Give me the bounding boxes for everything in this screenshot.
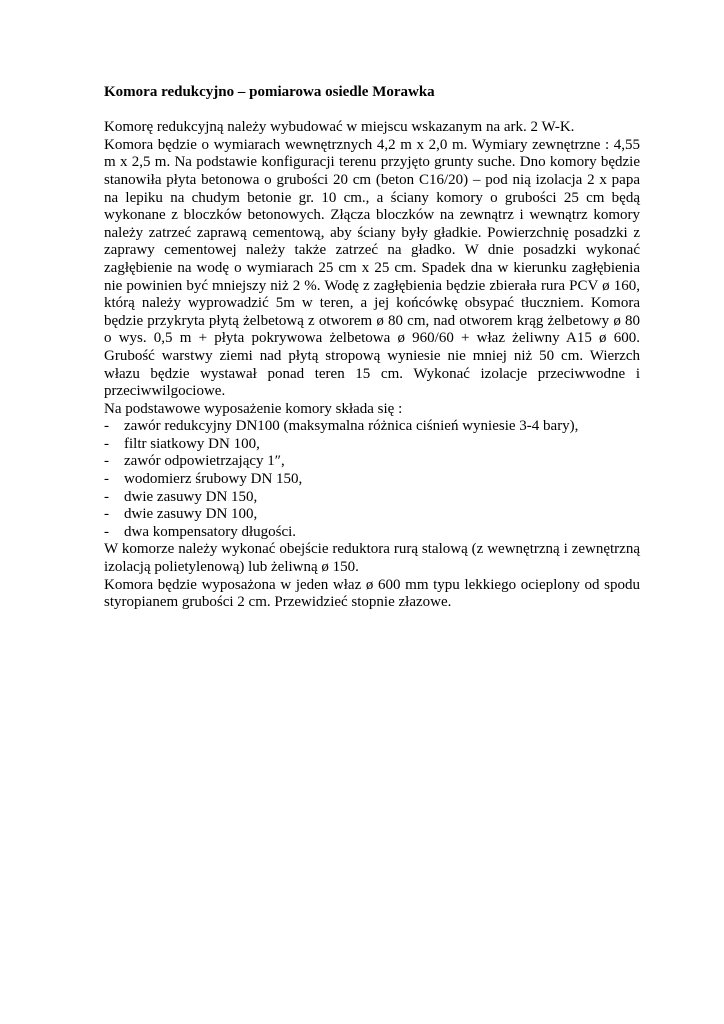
- hatch-paragraph: Komora będzie wyposażona w jeden właz ø 600 mm typu lekkiego ocieplony od spodu styropianem grubości 2 cm. Przewidzieć stopnie złazowe.: [104, 576, 640, 611]
- list-item: [104, 506, 640, 524]
- list-item-text: dwie zasuwy DN 100,: [124, 506, 258, 523]
- bypass-paragraph: W komorze należy wykonać obejście reduktora rurą stalową (z wewnętrzną i zewnętrzną izolacją polietylenową) lub żeliwną ø 150.: [104, 541, 640, 576]
- list-item-text: zawór redukcyjny DN100 (maksymalna różnica ciśnień wyniesie 3-4 bary),: [124, 418, 579, 435]
- list-item: [104, 489, 640, 507]
- list-dash: -: [104, 471, 109, 488]
- list-item: [104, 418, 640, 436]
- list-item: [104, 524, 640, 542]
- list-dash: -: [104, 453, 109, 470]
- list-item-text: filtr siatkowy DN 100,: [124, 435, 260, 452]
- list-item: [104, 471, 640, 489]
- equipment-list: [104, 418, 640, 541]
- list-dash: -: [104, 488, 109, 505]
- list-item-text: zawór odpowietrzający 1″,: [124, 453, 285, 470]
- document-page: [104, 84, 640, 612]
- list-dash: -: [104, 506, 109, 523]
- intro-paragraph: Komorę redukcyjną należy wybudować w miejscu wskazanym na ark. 2 W-K.: [104, 119, 575, 136]
- list-item-text: dwie zasuwy DN 150,: [124, 488, 258, 505]
- list-item-text: dwa kompensatory długości.: [124, 523, 297, 540]
- list-item: [104, 436, 640, 454]
- document-title: Komora redukcyjno – pomiarowa osiedle Morawka: [104, 84, 435, 100]
- list-item-text: wodomierz śrubowy DN 150,: [124, 471, 303, 488]
- list-dash: -: [104, 418, 109, 435]
- list-dash: -: [104, 435, 109, 452]
- list-item: [104, 453, 640, 471]
- description-paragraph: Komora będzie o wymiarach wewnętrznych 4,2 m x 2,0 m. Wymiary zewnętrzne : 4,55 m x 2,5 m. Na podstawie konfiguracji terenu przyjęto grunty suche. Dno komory będzie stanowiła płyta betonowa o grubości 20 cm (beton C16/20) – pod nią izolacja 2 x papa na lepiku na chudym betonie gr. 10 cm., a ściany komory o grubości 25 cm będą wykonane z bloczków betonowych. Złącza bloczków na zewnątrz i wewnątrz komory należy zatrzeć zaprawą cementową, aby ściany były gładkie. Powierzchnię posadzki z zaprawy cementowej należy także zatrzeć na gładko. W dnie posadzki wykonać zagłębienie na wodę o wymiarach 25 cm x 25 cm. Spadek dna w kierunku zagłębienia nie powinien być mniejszy niż 2 %. Wodę z zagłębienia będzie zbierała rura PCV ø 160, którą należy wyprowadzić 5m w teren, a jej końcówkę obsypać tłuczniem. Komora będzie przykryta płytą żelbetową z otworem ø 80 cm, nad otworem krąg żelbetowy ø 80 o wys. 0,5 m + płyta pokrywowa żelbetowa ø 960/60 + właz żeliwny A15 ø 600. Grubość warstwy ziemi nad płytą stropową wyniesie nie mniej niż 50 cm. Wierzch włazu będzie wystawał ponad teren 15 cm. Wykonać izolacje przeciwwodne i przeciwwilgociowe.: [104, 136, 640, 400]
- list-dash: -: [104, 523, 109, 540]
- equipment-intro: Na podstawowe wyposażenie komory składa się :: [104, 400, 403, 417]
